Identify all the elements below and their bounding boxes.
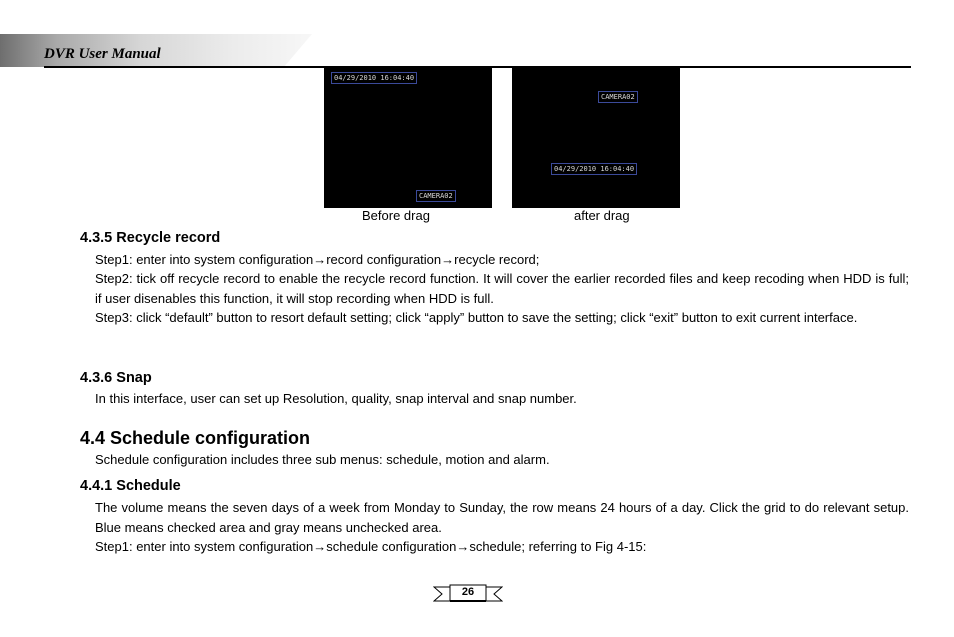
schedule-step1: Step1: enter into system configuration→schedule configuration→schedule; referring to Fig 4-15: [95, 539, 647, 554]
recycle-step1: Step1: enter into system configuration→record configuration→recycle record; [95, 252, 540, 267]
page-number-badge [433, 583, 503, 605]
before-drag-screen [324, 68, 492, 208]
before-drag-caption: Before drag [362, 208, 430, 223]
recycle-step2: Step2: tick off recycle record to enable the recycle record function. It will cover the earlier recorded files and keep recoding when HDD is full; if user disenables this function, it will stop recording when HDD is full. [95, 271, 909, 306]
camera-name-overlay: CAMERA02 [416, 190, 456, 202]
timestamp-overlay: 04/29/2010 16:04:40 [331, 72, 417, 84]
snap-text: In this interface, user can set up Resolution, quality, snap interval and snap number. [95, 391, 577, 406]
section-heading-snap: 4.3.6 Snap [80, 370, 152, 386]
recycle-step3: Step3: click “default” button to resort default setting; click “apply” button to save the setting; click “exit” button to exit current interface. [95, 310, 858, 325]
after-drag-caption: after drag [574, 208, 630, 223]
section-heading-schedule: 4.4.1 Schedule [80, 478, 181, 494]
after-drag-screen [512, 68, 680, 208]
section-heading-recycle-record: 4.3.5 Recycle record [80, 230, 221, 246]
schedule-configuration-text: Schedule configuration includes three sub menus: schedule, motion and alarm. [95, 452, 550, 467]
timestamp-overlay: 04/29/2010 16:04:40 [551, 163, 637, 175]
manual-title: DVR User Manual [44, 46, 161, 62]
section-heading-schedule-configuration: 4.4 Schedule configuration [80, 428, 311, 448]
schedule-text: The volume means the seven days of a week from Monday to Sunday, the row means 24 hours of a day. Click the grid to do relevant setup. Blue means checked area and gray means unchecked area. [95, 500, 909, 535]
page-number: 26 [461, 586, 475, 598]
camera-name-overlay: CAMERA02 [598, 91, 638, 103]
